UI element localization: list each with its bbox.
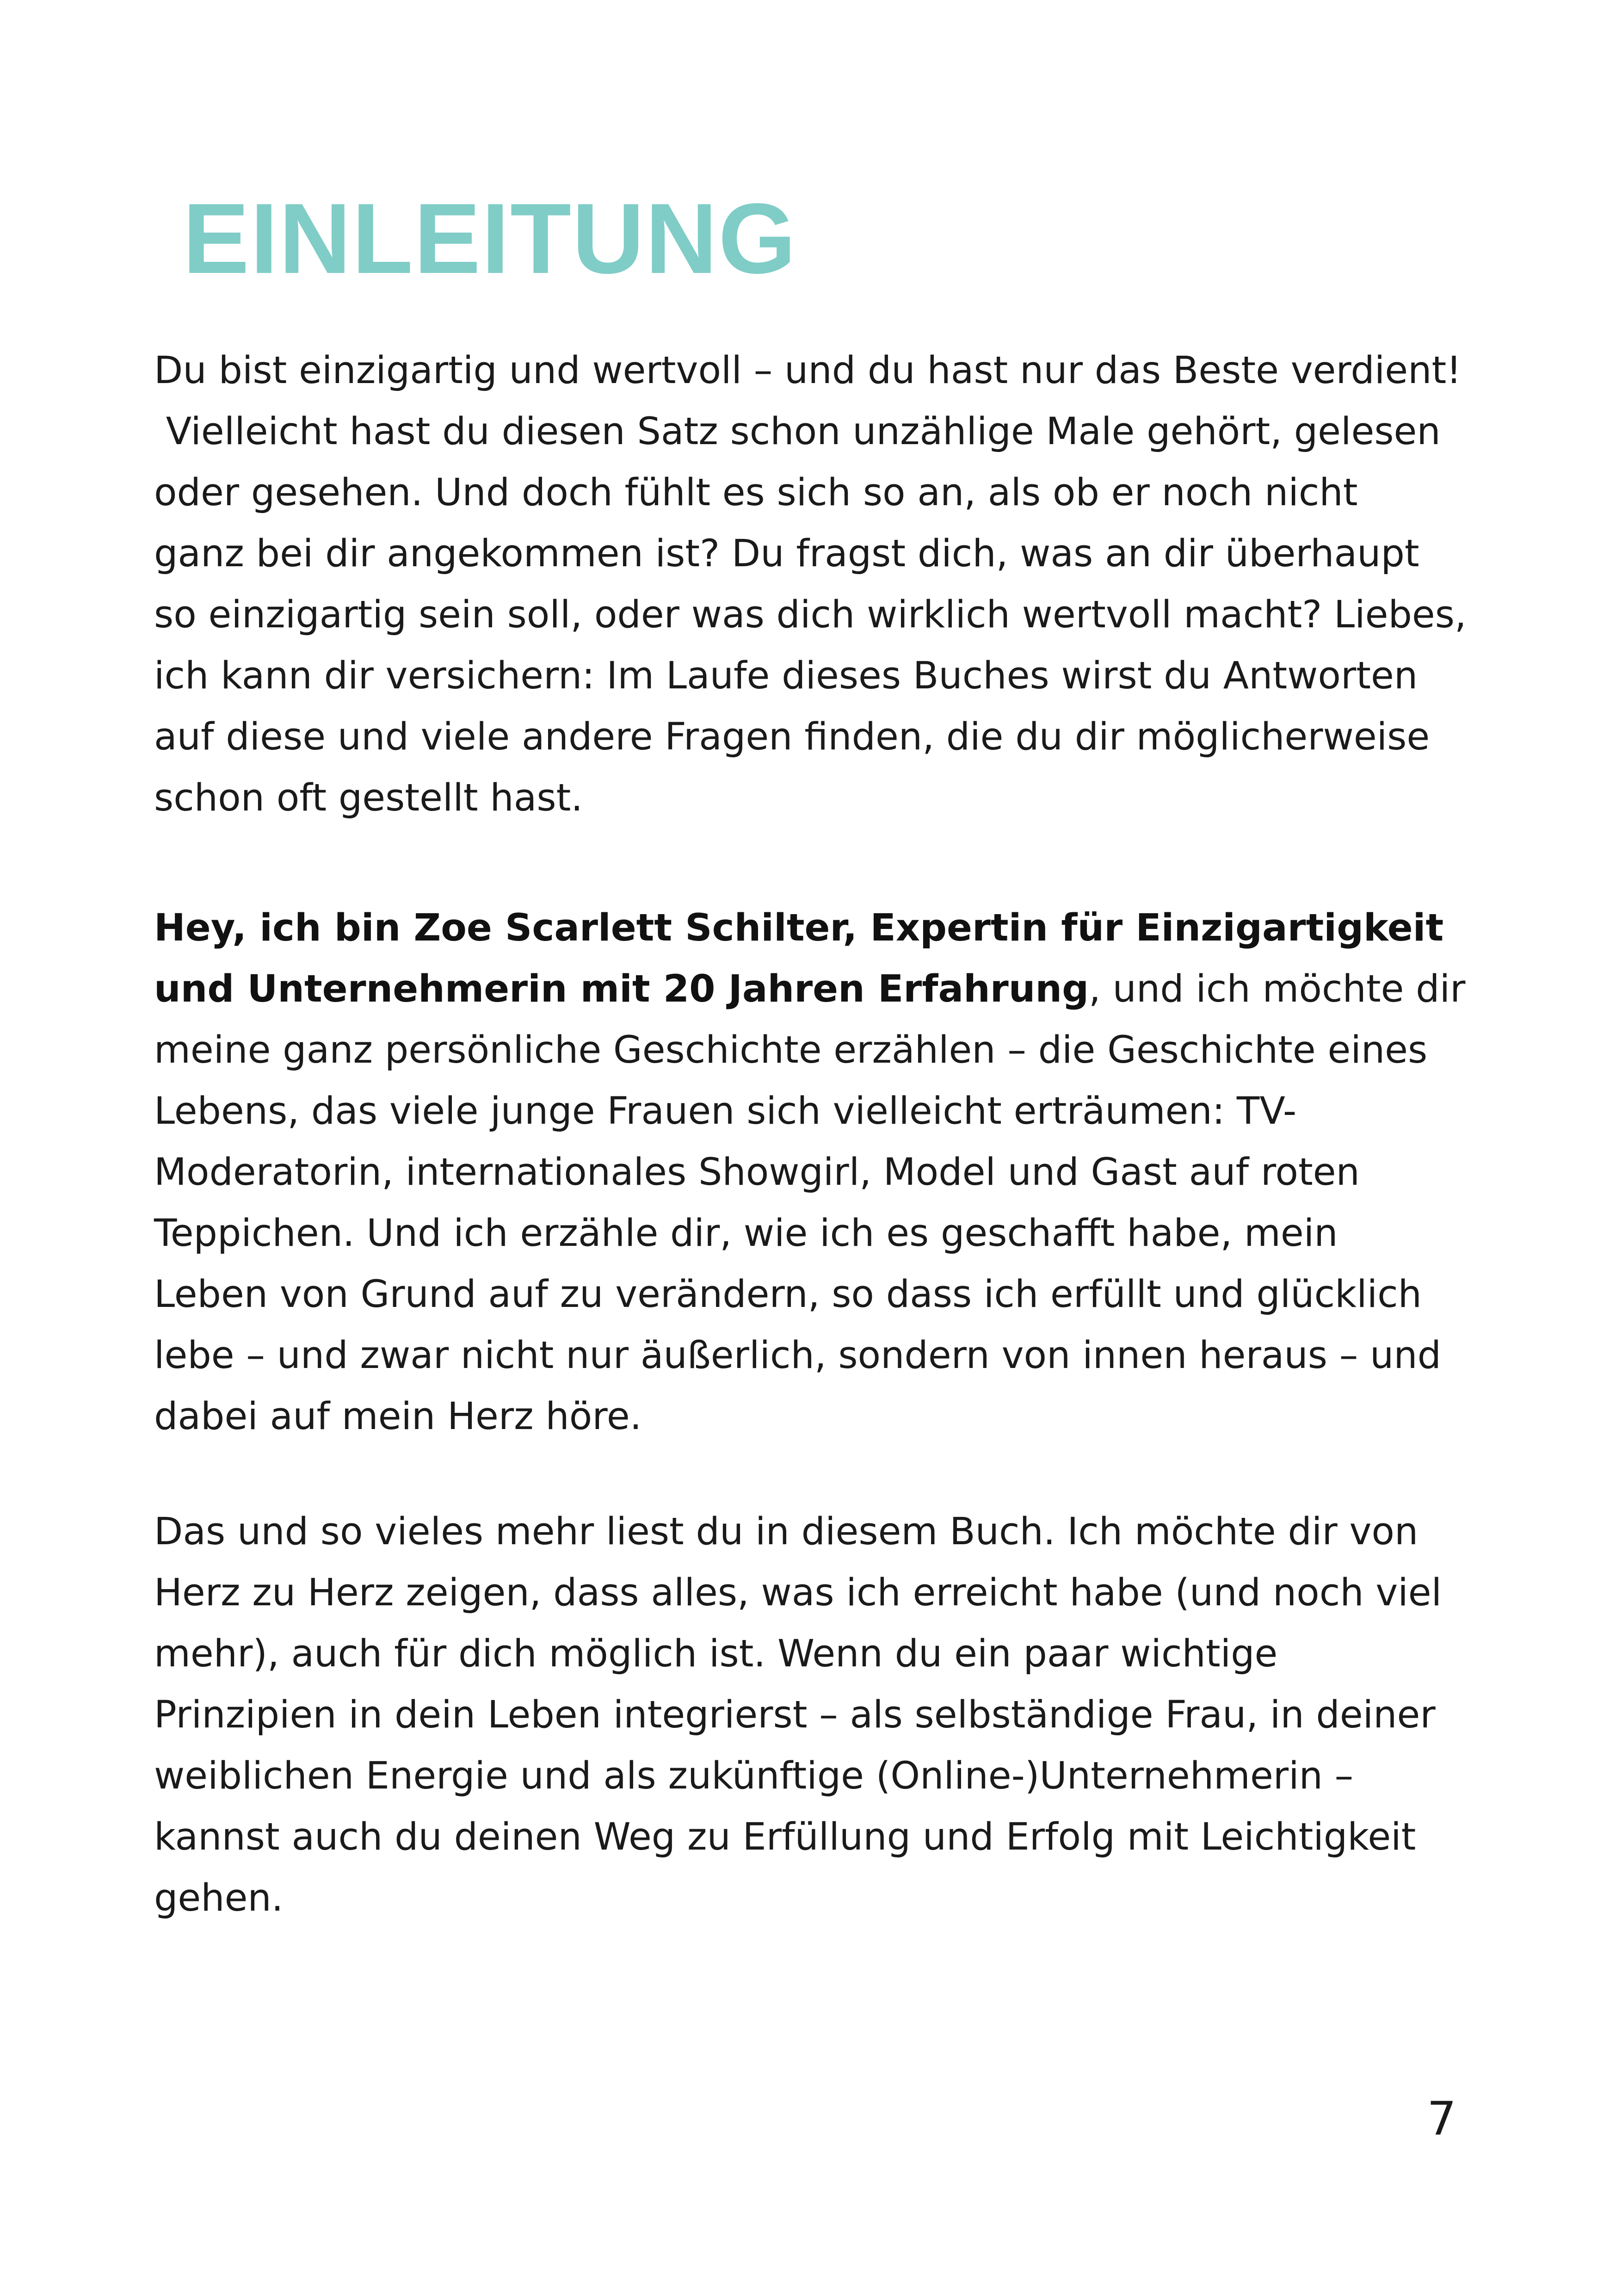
paragraph-intro <box>154 340 1486 829</box>
text-line: Du bist einzigartig und wertvoll – und du hast nur das Beste verdient! <box>154 349 1462 392</box>
author-highlight: Hey, ich bin Zoe Scarlett Schilter, Expertin für Einzigartigkeit <box>154 906 1444 950</box>
text-line: schon oft gestellt hast. <box>154 776 583 820</box>
text-line: dabei auf mein Herz höre. <box>154 1395 642 1438</box>
text-line: ganz bei dir angekommen ist? Du fragst dich, was an dir überhaupt <box>154 532 1419 576</box>
text-line: Vielleicht hast du diesen Satz schon unzählige Male gehört, gelesen <box>154 410 1441 453</box>
text-line: Leben von Grund auf zu verändern, so dass ich erfüllt und glücklich <box>154 1273 1422 1316</box>
paragraph-book-promise <box>154 1501 1486 1929</box>
page-number: 7 <box>1427 2092 1456 2146</box>
text-line: Herz zu Herz zeigen, dass alles, was ich erreicht habe (und noch viel <box>154 1571 1442 1615</box>
text-line: lebe – und zwar nicht nur äußerlich, sondern von innen heraus – und <box>154 1334 1442 1377</box>
text-line: Das und so vieles mehr liest du in diesem Buch. Ich möchte dir von <box>154 1510 1419 1553</box>
text-line: so einzigartig sein soll, oder was dich wirklich wertvoll macht? Liebes, <box>154 593 1467 637</box>
text-line <box>154 897 1486 959</box>
paragraph-author-intro <box>154 897 1486 1447</box>
page-title: EINLEITUNG <box>183 182 797 294</box>
text-fragment: , und ich möchte dir <box>1089 967 1466 1011</box>
text-line: Prinzipien in dein Leben integrierst – als selbständige Frau, in deiner <box>154 1693 1436 1737</box>
text-line: Teppichen. Und ich erzähle dir, wie ich es geschafft habe, mein <box>154 1212 1338 1255</box>
text-line: Moderatorin, internationales Showgirl, Model und Gast auf roten <box>154 1151 1360 1194</box>
author-highlight: und Unternehmerin mit 20 Jahren Erfahrung <box>154 967 1089 1011</box>
text-line: auf diese und viele andere Fragen finden, die du dir möglicherweise <box>154 715 1430 759</box>
text-line: kannst auch du deinen Weg zu Erfüllung und Erfolg mit Leichtigkeit <box>154 1815 1416 1859</box>
text-line: oder gesehen. Und doch fühlt es sich so an, als ob er noch nicht <box>154 471 1358 514</box>
text-line: ich kann dir versichern: Im Laufe dieses Buches wirst du Antworten <box>154 654 1418 698</box>
text-line: weiblichen Energie und als zukünftige (Online-)Unternehmerin – <box>154 1754 1354 1798</box>
text-line: meine ganz persönliche Geschichte erzählen – die Geschichte eines <box>154 1028 1428 1072</box>
text-line: gehen. <box>154 1876 284 1920</box>
text-line: mehr), auch für dich möglich ist. Wenn du ein paar wichtige <box>154 1632 1278 1676</box>
text-line: Lebens, das viele junge Frauen sich vielleicht erträumen: TV- <box>154 1089 1297 1133</box>
text-line <box>154 959 1486 1020</box>
